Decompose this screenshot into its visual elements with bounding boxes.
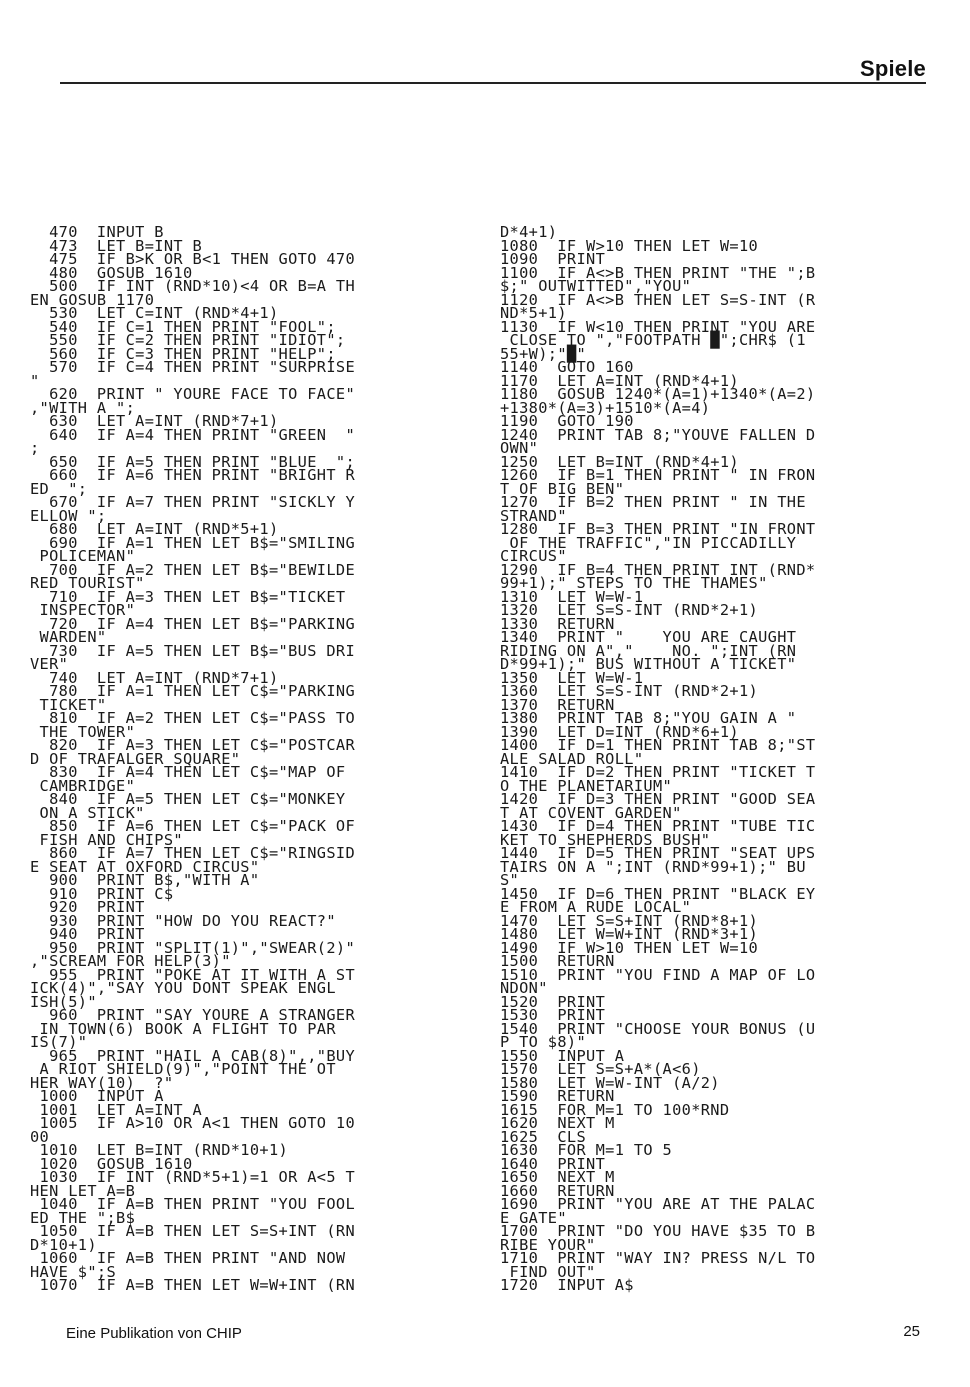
code-line: 1630 FOR M=1 TO 5 [500,1141,673,1159]
publication-footer: Eine Publikation von CHIP [66,1325,242,1342]
code-line: 1390 LET D=INT (RND*6+1) [500,722,739,741]
code-line: HAVE $";S [30,1262,117,1281]
code-line: 1500 RETURN [500,952,615,970]
code-line: 1130 IF W<10 THEN PRINT "YOU ARE [500,317,816,336]
code-line: FISH AND CHIPS" [30,830,183,849]
code-line: 1050 IF A=B THEN LET S=S+INT (RN [30,1222,356,1240]
code-line: E GATE" [500,1208,567,1227]
code-line: 730 IF A=5 THEN LET B$="BUS DRI [30,641,356,660]
code-line: IN TOWN(6) BOOK A FLIGHT TO PAR [30,1019,336,1038]
code-line: RIBE YOUR" [500,1235,596,1254]
code-line: 860 IF A=7 THEN LET C$="RINGSID [30,844,356,862]
code-line: OF THE TRAFFIC","IN PICCADILLY [500,533,797,552]
code-line: $;" OUTWITTED","YOU" [500,277,692,295]
code-line: 940 PRINT [30,925,145,943]
code-line: VER" [30,655,69,673]
code-line: 1290 IF B=4 THEN PRINT INT (RND* [500,560,816,579]
code-line: 1250 LET B=INT (RND*4+1) [500,452,739,471]
code-line: A RIOT SHIELD(9)","POINT THE OT [30,1060,336,1078]
code-line: 1190 GOTO 190 [500,412,634,430]
code-line: 1615 FOR M=1 TO 100*RND [500,1100,730,1119]
code-line: CLOSE TO ","FOOTPATH █";CHR$ (1 [500,331,806,349]
code-line: 1330 RETURN [500,614,615,633]
code-line: ND*5+1) [500,304,567,322]
code-line: OWN" [500,439,539,457]
code-line: 830 IF A=4 THEN LET C$="MAP OF [30,763,346,781]
code-line: POLICEMAN" [30,547,136,565]
code-line: 660 IF A=6 THEN PRINT "BRIGHT R [30,466,356,484]
code-line: 850 IF A=6 THEN LET C$="PACK OF [30,817,356,835]
code-line: E FROM A RUDE LOCAL" [500,898,692,916]
code-line: 740 LET A=INT (RND*7+1) [30,668,279,687]
code-line: ON A STICK" [30,803,145,822]
code-line: 720 IF A=4 THEN LET B$="PARKING [30,614,356,633]
code-line: 1490 IF W>10 THEN LET W=10 [500,938,759,957]
code-line: 1700 PRINT "DO YOU HAVE $35 TO B [500,1222,816,1240]
code-line: 1270 IF B=2 THEN PRINT " IN THE [500,493,806,511]
code-line: 1310 LET W=W-1 [500,587,644,606]
code-line: 930 PRINT "HOW DO YOU REACT?" [30,911,336,930]
code-line: 1170 LET A=INT (RND*4+1) [500,371,739,390]
code-line: 1430 IF D=4 THEN PRINT "TUBE TIC [500,817,816,835]
code-line: 640 IF A=4 THEN PRINT "GREEN " [30,425,356,444]
code-line: 1020 GOSUB 1610 [30,1154,193,1173]
code-line: ; [30,439,40,457]
code-line: 00 [30,1127,50,1146]
code-line: 1280 IF B=3 THEN PRINT "IN FRONT [500,520,816,538]
code-line: FIND OUT" [500,1262,596,1281]
code-line: CAMBRIDGE" [30,776,136,795]
code-line: 55+W);"█" [500,344,587,363]
code-line: ,"SCREAM FOR HELP(3)" [30,952,231,970]
code-line: 1550 INPUT A [500,1046,625,1065]
code-line: 1090 PRINT [500,250,606,268]
code-line: 810 IF A=2 THEN LET C$="PASS TO [30,709,356,727]
code-line: EN GOSUB 1170 [30,290,155,309]
code-line: ED "; [30,479,88,498]
code-line: 900 PRINT B$,"WITH A" [30,871,260,889]
code-line: T OF BIG BEN" [500,479,625,498]
code-line: WARDEN" [30,628,107,646]
code-line: 1030 IF INT (RND*5+1)=1 OR A<5 T [30,1168,356,1186]
code-line: 1580 LET W=W-INT (A/2) [500,1073,720,1092]
code-line: 1470 LET S=S+INT (RND*8+1) [500,911,759,930]
code-line: ALE SALAD ROLL" [500,749,644,768]
code-line: 470 INPUT B [30,223,164,241]
code-line: T AT COVENT GARDEN" [500,803,682,822]
code-line: 965 PRINT "HAIL A CAB(8)",,"BUY [30,1046,356,1065]
code-line: IS(7)" [30,1033,88,1051]
code-line: 1640 PRINT [500,1154,606,1173]
code-line: D*10+1) [30,1235,97,1254]
code-line: 1005 IF A>10 OR A<1 THEN GOTO 10 [30,1114,356,1132]
code-line: 1360 LET S=S-INT (RND*2+1) [500,682,759,700]
code-line: 1001 LET A=INT A [30,1100,203,1119]
code-line: RED TOURIST" [30,574,145,592]
code-line: THE TOWER" [30,722,136,741]
code-line: 1510 PRINT "YOU FIND A MAP OF LO [500,965,816,984]
code-line: 840 IF A=5 THEN LET C$="MONKEY [30,790,346,808]
code-line: 1590 RETURN [500,1087,615,1105]
section-title: Spiele [859,56,926,81]
code-line: 1010 LET B=INT (RND*10+1) [30,1141,289,1159]
code-line: E SEAT AT OXFORD CIRCUS" [30,857,260,876]
code-line: HEN LET A=B [30,1181,136,1200]
code-line: 1400 IF D=1 THEN PRINT TAB 8;"ST [500,736,816,754]
code-line: ISH(5)" [30,992,97,1011]
code-line: 1370 RETURN [500,695,615,714]
code-line: 1140 GOTO 160 [500,358,634,376]
code-line: 1620 NEXT M [500,1114,615,1132]
code-line: ,"WITH A "; [30,398,136,417]
code-line: 1690 PRINT "YOU ARE AT THE PALAC [500,1195,816,1213]
code-line: TAIRS ON A ";INT (RND*99+1);" BU [500,857,806,876]
code-line: 620 PRINT " YOURE FACE TO FACE" [30,385,356,403]
code-line: CIRCUS" [500,547,567,565]
code-line: 1060 IF A=B THEN PRINT "AND NOW [30,1249,346,1267]
code-line: 1380 PRINT TAB 8;"YOU GAIN A " [500,709,797,727]
code-line: STRAND" [500,506,567,525]
code-line: +1380*(A=3)+1510*(A=4) [500,398,711,417]
code-line: 1410 IF D=2 THEN PRINT "TICKET T [500,763,816,781]
code-line: 1040 IF A=B THEN PRINT "YOU FOOL [30,1195,356,1213]
code-line: 1540 PRINT "CHOOSE YOUR BONUS (U [500,1019,816,1038]
code-line: " [30,371,40,390]
code-line: 1650 NEXT M [500,1168,615,1186]
header-rule [60,82,926,84]
code-line: 670 IF A=7 THEN PRINT "SICKLY Y [30,493,356,511]
listing-right-column [500,223,930,1294]
code-line: 700 IF A=2 THEN LET B$="BEWILDE [30,560,356,579]
code-line: 1180 GOSUB 1240*(A=1)+1340*(A=2) [500,385,816,403]
code-line: 910 PRINT C$ [30,884,174,903]
code-line: 540 IF C=1 THEN PRINT "FOOL"; [30,317,336,336]
code-line: 500 IF INT (RND*10)<4 OR B=A TH [30,277,356,295]
code-line: 1625 CLS [500,1127,587,1146]
code-line: P TO $8)" [500,1033,587,1051]
code-line: 1450 IF D=6 THEN PRINT "BLACK EY [500,884,816,903]
code-line: 1720 INPUT A$ [500,1276,634,1294]
code-line: 1070 IF A=B THEN LET W=W+INT (RN [30,1276,356,1294]
code-line: KET TO SHEPHERDS BUSH" [500,830,711,849]
page-number: 25 [903,1323,920,1340]
code-line: 530 LET C=INT (RND*4+1) [30,304,279,322]
code-line: D*4+1) [500,223,558,241]
code-line: 680 LET A=INT (RND*5+1) [30,520,279,538]
code-line: 1340 PRINT " YOU ARE CAUGHT [500,628,797,646]
code-line: 1240 PRINT TAB 8;"YOUVE FALLEN D [500,425,816,444]
code-line: O THE PLANETARIUM" [500,776,673,795]
code-line: ED THE ";B$ [30,1208,136,1227]
code-line: ICK(4)","SAY YOU DONT SPEAK ENGL [30,979,336,997]
code-line: 650 IF A=5 THEN PRINT "BLUE "; [30,452,356,471]
code-line: NDON" [500,979,548,997]
code-line: 690 IF A=1 THEN LET B$="SMILING [30,533,356,552]
code-line: 1520 PRINT [500,992,606,1011]
code-line: TICKET" [30,695,107,714]
code-line: 820 IF A=3 THEN LET C$="POSTCAR [30,736,356,754]
code-line: 1480 LET W=W+INT (RND*3+1) [500,925,759,943]
code-line: 1350 LET W=W-1 [500,668,644,687]
code-line: D*99+1);" BUS WITHOUT A TICKET" [500,655,797,673]
code-line: 630 LET A=INT (RND*7+1) [30,412,279,430]
code-line: 950 PRINT "SPLIT(1)","SWEAR(2)" [30,938,356,957]
code-line: 1570 LET S=S+A*(A<6) [500,1060,701,1078]
code-line: INSPECTOR" [30,601,136,619]
code-line: 475 IF B>K OR B<1 THEN GOTO 470 [30,250,356,268]
code-line: 955 PRINT "POKE AT IT WITH A ST [30,965,356,984]
code-line: 710 IF A=3 THEN LET B$="TICKET [30,587,346,606]
code-line: 550 IF C=2 THEN PRINT "IDIOT"; [30,331,346,349]
code-line: 570 IF C=4 THEN PRINT "SURPRISE [30,358,356,376]
code-line: S" [500,871,520,889]
code-line: 1530 PRINT [500,1006,606,1024]
code-line: RIDING ON A"," NO. ";INT (RN [500,641,797,660]
code-line: 1710 PRINT "WAY IN? PRESS N/L TO [500,1249,816,1267]
code-line: 1660 RETURN [500,1181,615,1200]
code-line: D OF TRAFALGER SQUARE" [30,749,241,768]
code-line: 99+1);" STEPS TO THE THAMES" [500,574,768,592]
code-line: 1420 IF D=3 THEN PRINT "GOOD SEA [500,790,816,808]
code-line: 1440 IF D=5 THEN PRINT "SEAT UPS [500,844,816,862]
code-line: 960 PRINT "SAY YOURE A STRANGER [30,1006,356,1024]
code-line: 473 LET B=INT B [30,236,203,255]
code-line: 1100 IF A<>B THEN PRINT "THE ";B [500,263,816,282]
code-line: 1080 IF W>10 THEN LET W=10 [500,236,759,255]
code-line: ELLOW "; [30,506,107,525]
code-line: 920 PRINT [30,898,145,916]
code-line: 780 IF A=1 THEN LET C$="PARKING [30,682,356,700]
code-line: 1260 IF B=1 THEN PRINT " IN FRON [500,466,816,484]
code-line: 1000 INPUT A [30,1087,164,1105]
code-line: 1320 LET S=S-INT (RND*2+1) [500,601,759,619]
listing-left-column [30,223,480,1294]
code-line: HER WAY(10) ?" [30,1073,174,1092]
code-line: 1120 IF A<>B THEN LET S=S-INT (R [500,290,816,309]
code-line: 480 GOSUB 1610 [30,263,193,282]
code-line: 560 IF C=3 THEN PRINT "HELP"; [30,344,336,363]
